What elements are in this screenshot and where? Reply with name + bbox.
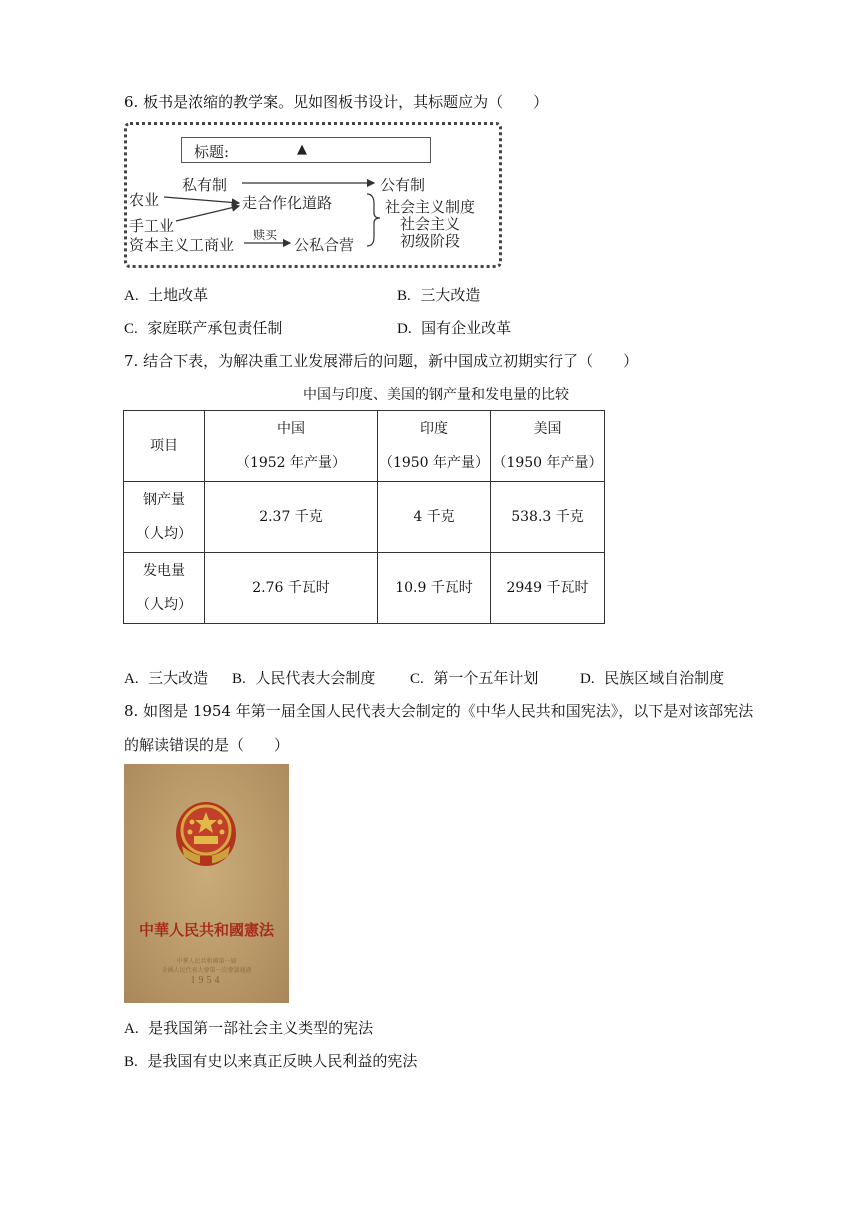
q7-option-a[interactable]: A. 三大改造 <box>124 669 209 687</box>
blackboard-content <box>124 122 502 268</box>
board-handicraft: 手工业 <box>129 217 175 235</box>
cell-india: 10.9 千瓦时 <box>378 553 491 624</box>
row-item: 发电量 （人均） <box>124 553 205 624</box>
q7-option-b[interactable]: B. 人民代表大会制度 <box>232 669 376 687</box>
question-7-stem: 7. 结合下表，为解决重工业发展滞后的问题，新中国成立初期实行了（ ） <box>124 352 639 370</box>
comparison-table <box>123 410 605 624</box>
row-item: 钢产量 （人均） <box>124 482 205 553</box>
q6-option-c[interactable]: C. 家庭联产承包责任制 <box>124 319 283 337</box>
cover-subtitle-2: 全國人民代表大會第一次會議通過 <box>161 967 252 974</box>
question-6-stem: 6. 板书是浓缩的教学案。见如图板书设计，其标题应为（ ） <box>124 93 549 111</box>
table-row <box>124 482 605 553</box>
q8-option-b[interactable]: B. 是我国有史以来真正反映人民利益的宪法 <box>124 1052 418 1070</box>
header-usa: 美国 （1950 年产量） <box>491 411 605 482</box>
q8-option-a[interactable]: A. 是我国第一部社会主义类型的宪法 <box>124 1019 374 1037</box>
board-private: 私有制 <box>182 176 228 194</box>
title-label: 标题: <box>194 143 230 161</box>
board-coop-road: 走合作化道路 <box>242 194 333 212</box>
title-mark: ▲ <box>297 142 307 157</box>
cover-title: 中華人民共和國憲法 <box>138 921 274 939</box>
board-primary-stage: 初级阶段 <box>400 232 461 250</box>
q7-option-d[interactable]: D. 民族区域自治制度 <box>580 669 725 687</box>
board-buyout: 赎买 <box>253 228 278 242</box>
question-8-stem-line1: 8. 如图是 1954 年第一届全国人民代表大会制定的《中华人民共和国宪法》，以下是对该部宪法 <box>124 702 754 720</box>
cover-subtitle-1: 中華人民共和國第一屆 <box>176 958 237 965</box>
cell-china: 2.37 千克 <box>205 482 378 553</box>
cell-china: 2.76 千瓦时 <box>205 553 378 624</box>
board-agriculture: 农业 <box>129 191 160 209</box>
board-arrows <box>124 122 502 268</box>
q7-option-c[interactable]: C. 第一个五年计划 <box>410 669 539 687</box>
table-header-row <box>124 411 605 482</box>
header-item: 项目 <box>124 411 205 482</box>
cell-usa: 538.3 千克 <box>491 482 605 553</box>
board-capitalist: 资本主义工商业 <box>129 236 235 254</box>
cell-india: 4 千克 <box>378 482 491 553</box>
table-row <box>124 553 605 624</box>
table-title: 中国与印度、美国的钢产量和发电量的比较 <box>303 387 569 403</box>
constitution-cover-image <box>124 764 289 1003</box>
header-china: 中国 （1952 年产量） <box>205 411 378 482</box>
board-socialist: 社会主义 <box>400 215 461 233</box>
board-public: 公有制 <box>380 176 426 194</box>
q6-option-b[interactable]: B. 三大改造 <box>397 286 481 304</box>
q6-option-a[interactable]: A. 土地改革 <box>124 286 209 304</box>
q6-option-d[interactable]: D. 国有企业改革 <box>397 319 512 337</box>
cell-usa: 2949 千瓦时 <box>491 553 605 624</box>
header-india: 印度 （1950 年产量） <box>378 411 491 482</box>
board-joint: 公私合营 <box>294 236 355 254</box>
cover-year: 1954 <box>190 975 223 986</box>
board-socialist-system: 社会主义制度 <box>385 198 476 216</box>
question-8-stem-line2: 的解读错误的是（ ） <box>124 736 290 754</box>
